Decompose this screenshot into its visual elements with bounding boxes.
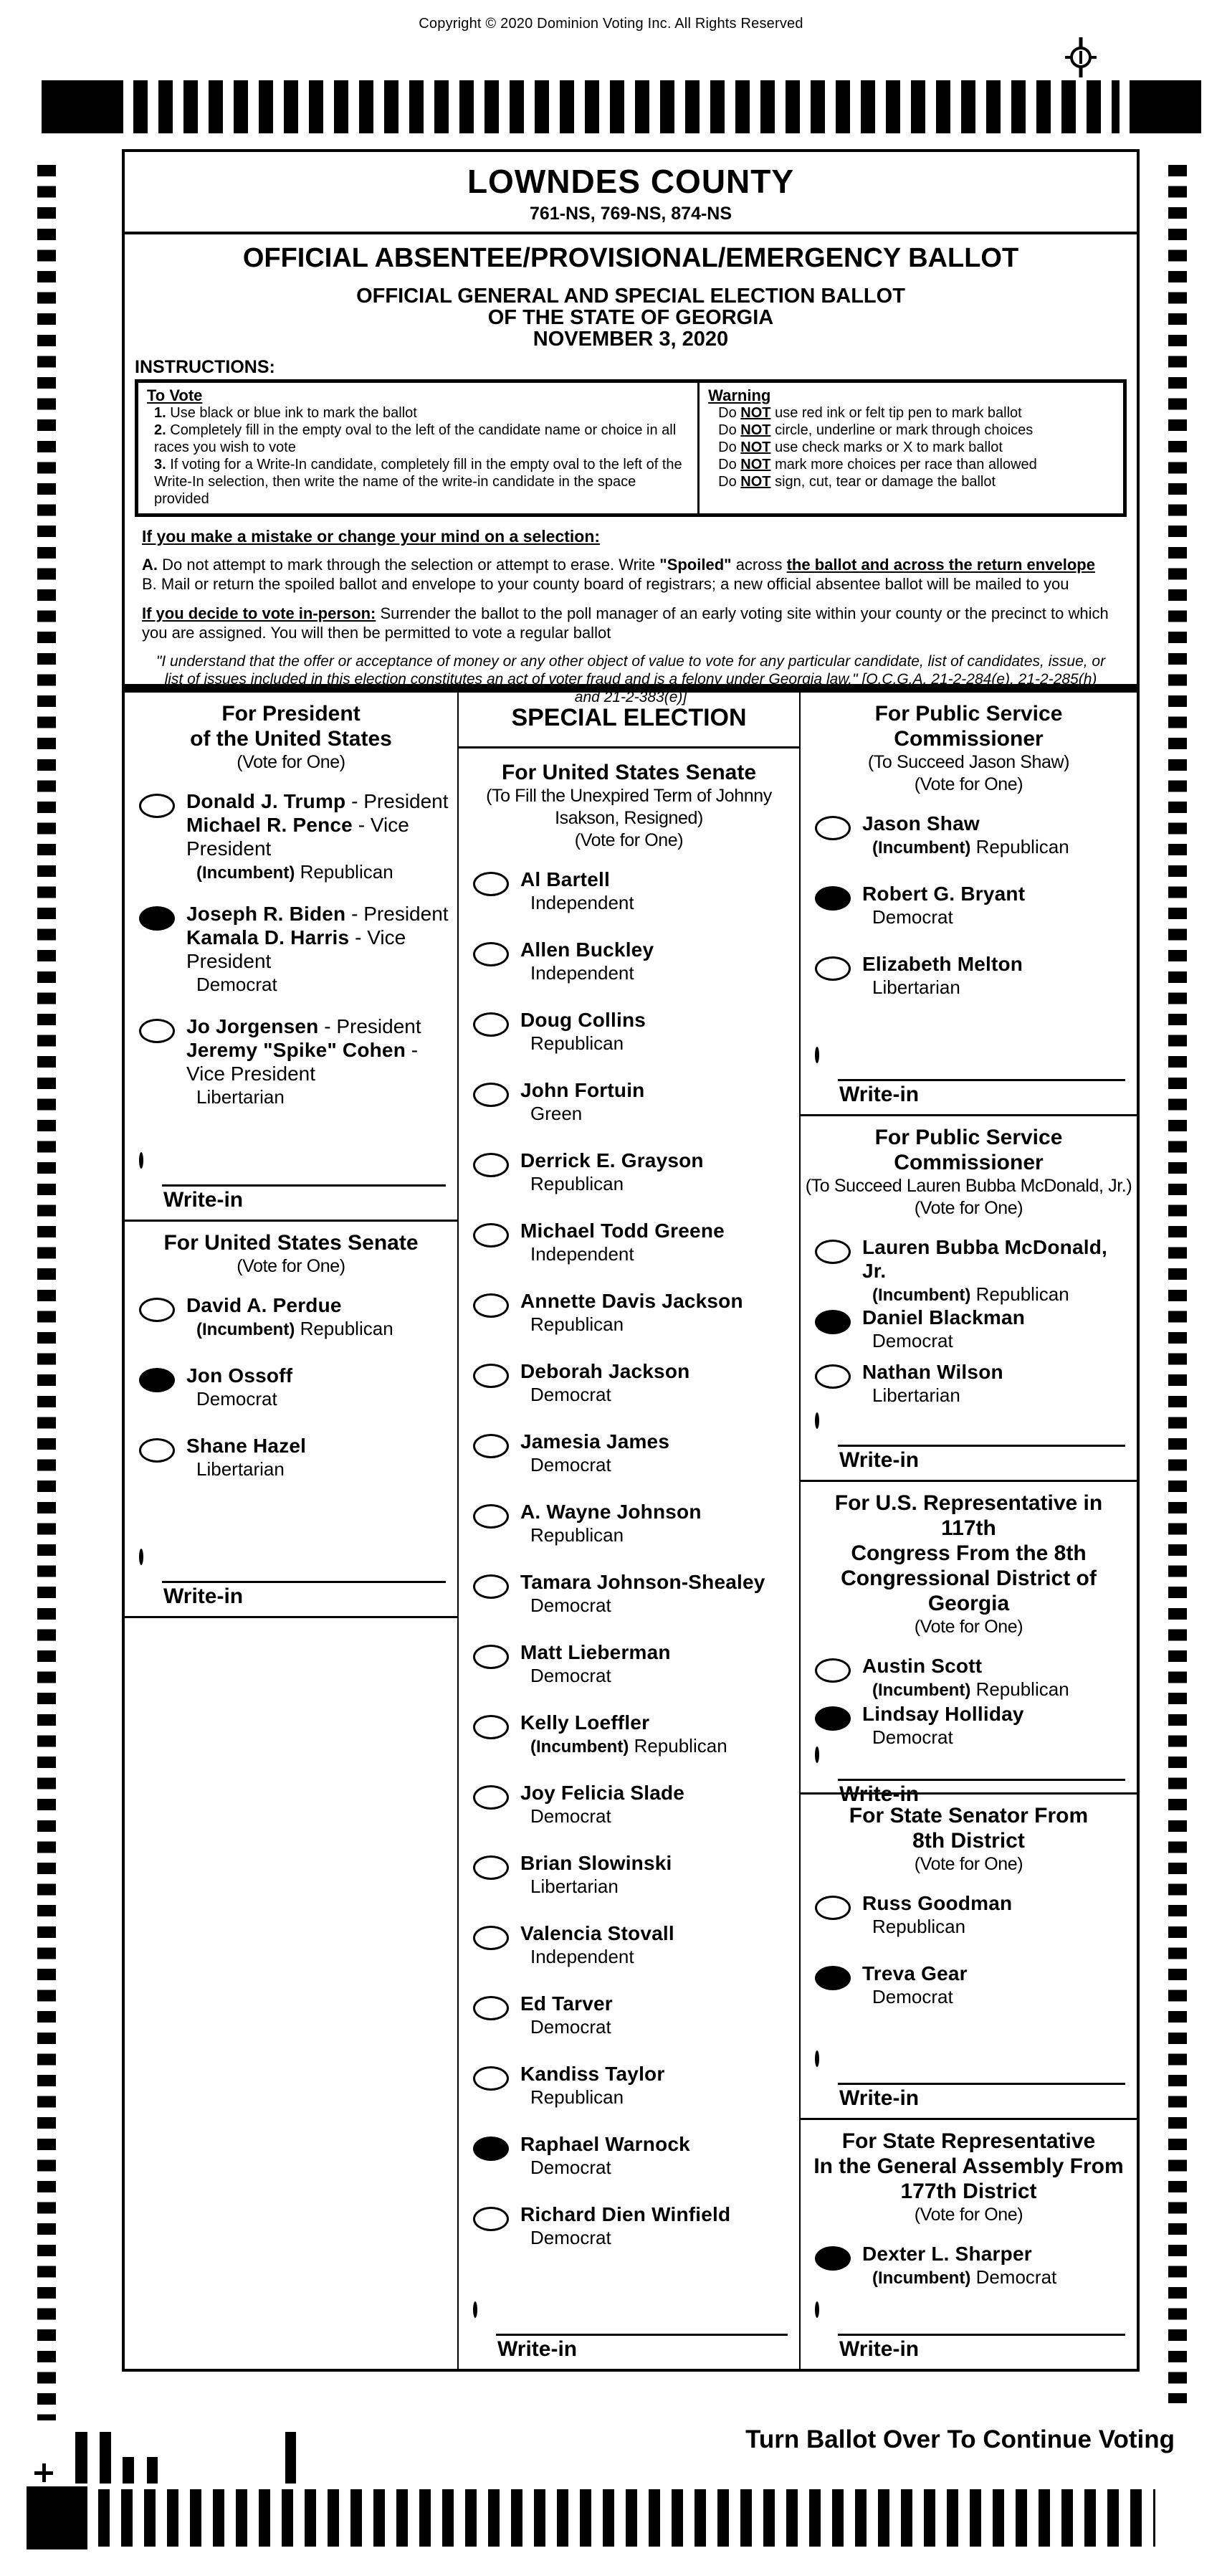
contest-title: For United States Senate [501, 761, 757, 784]
candidate-party: (Incumbent) Republican [196, 1318, 393, 1339]
write-in-block [805, 1049, 1132, 1107]
candidate-party: Democrat [872, 1330, 953, 1352]
candidate-name: Kelly Loeffler [520, 1711, 650, 1734]
to-vote-item: 2. Completely fill in the empty oval to the left of the candidate name or choice in all races you wish to vote [154, 422, 677, 455]
candidate-name: Jamesia James [520, 1430, 670, 1453]
contest-state-senator-8 [801, 1795, 1137, 2120]
candidate-row [463, 938, 795, 1008]
candidate-name: Michael Todd Greene [520, 1220, 725, 1242]
ballot-oval-empty[interactable] [473, 1293, 509, 1318]
candidate-name: Nathan Wilson [862, 1361, 1003, 1384]
candidate-party: Independent [530, 892, 634, 913]
candidate-name: Michael R. Pence [186, 814, 353, 836]
candidate-name: Annette Davis Jackson [520, 1290, 743, 1312]
candidate-row [805, 1891, 1132, 1962]
candidate-party: Democrat [530, 2157, 611, 2178]
candidate-name: David A. Perdue [186, 1294, 342, 1316]
candidate-row [463, 1078, 795, 1149]
ballot-oval-empty[interactable] [473, 1785, 509, 1810]
candidate-row [463, 1781, 795, 1851]
candidate-name: John Fortuin [520, 1079, 645, 1101]
timing-block-right [1130, 80, 1201, 133]
contest-header [805, 2129, 1132, 2226]
candidate-row [129, 1364, 453, 1434]
candidate-party: Democrat [530, 2016, 611, 2038]
ballot-oval-empty[interactable] [473, 1645, 509, 1669]
ballot-oval-empty[interactable] [139, 1298, 175, 1322]
mistake-instructions [125, 517, 1137, 642]
candidate-row [805, 812, 1132, 882]
code-bar [147, 2457, 158, 2484]
ballot-oval-empty[interactable] [473, 1574, 509, 1599]
fraud-notice: "I understand that the offer or acceptance of money or any other object of value to vote for any particular candidate, list of candidates, issue, or list of issues included in this election constitutes an act of voter fraud and is a felony under Georgia law." [O.C.G.A. 21-2-284(e), 21-2-285(h) and 21-2-383(e)] [156, 653, 1106, 705]
candidate-party: Democrat [530, 1384, 611, 1405]
candidate-row [463, 868, 795, 938]
candidate-name: Brian Slowinski [520, 1852, 672, 1874]
contest-subtitle: Isakson, Resigned) [555, 808, 703, 828]
candidate-party: (Incumbent) Republican [872, 836, 1069, 857]
candidate-row [463, 1149, 795, 1219]
candidate-party: (Incumbent) Republican [196, 861, 393, 883]
contest-header [129, 1230, 453, 1278]
candidate-party: Democrat [872, 1726, 953, 1749]
mistake-item-a: A. Do not attempt to mark through the selection or attempt to erase. Write "Spoiled" across the ballot and across the return envelope [142, 556, 1095, 574]
candidate-row [463, 1921, 795, 1992]
candidate-row [805, 1654, 1132, 1702]
ballot-column-3 [801, 693, 1137, 2369]
ballot-oval-filled[interactable] [815, 1966, 851, 1990]
incumbent-tag: (Incumbent) [872, 1681, 971, 1701]
precinct-codes: 761-NS, 769-NS, 874-NS [529, 204, 732, 224]
candidate-name: Tamara Johnson-Shealey [520, 1571, 765, 1593]
contest-header [805, 1803, 1132, 1876]
candidate-party: Republican [530, 1173, 624, 1194]
candidate-party: Democrat [872, 906, 953, 928]
contest-psc-shaw [801, 693, 1137, 1116]
candidate-party: Independent [530, 1243, 634, 1265]
ballot-oval-filled[interactable] [473, 2137, 509, 2161]
code-bar [75, 2432, 87, 2484]
candidate-party: Libertarian [872, 976, 960, 998]
ballot-oval-filled[interactable] [815, 1706, 851, 1731]
candidate-row [463, 1008, 795, 1078]
ballot-column-2 [459, 693, 801, 2369]
contest-subtitle: (Vote for One) [914, 1617, 1023, 1638]
ballot-type-title: OFFICIAL ABSENTEE/PROVISIONAL/EMERGENCY BALLOT [242, 243, 1019, 273]
write-in-label: Write-in [163, 1188, 244, 1212]
candidate-party: Democrat [196, 974, 277, 995]
contest-president [125, 693, 457, 1222]
candidate-name: Elizabeth Melton [862, 953, 1023, 975]
write-in-line[interactable] [838, 1779, 1125, 1781]
candidate-party: Democrat [530, 1805, 611, 1827]
contest-subtitle: (Vote for One) [914, 774, 1023, 794]
contest-subtitle: (Vote for One) [237, 1256, 345, 1276]
to-vote-column [138, 383, 700, 513]
ballot-oval-empty[interactable] [139, 794, 175, 818]
candidate-party: Democrat [530, 1454, 611, 1475]
candidate-name: Jo Jorgensen [186, 1015, 319, 1037]
write-in-oval[interactable] [139, 1549, 143, 1565]
candidate-row [805, 882, 1132, 952]
contest-title: For Public Service [874, 1126, 1063, 1150]
write-in-line[interactable] [496, 2334, 788, 2336]
candidate-row [463, 1289, 795, 1359]
ballot-oval-empty[interactable] [473, 1504, 509, 1529]
contest-title: Commissioner [894, 727, 1044, 751]
mistake-title: If you make a mistake or change your mind on a selection: [142, 527, 601, 546]
contest-title: For U.S. Representative in 117th [834, 1491, 1103, 1541]
turn-ballot-over-text: Turn Ballot Over To Continue Voting [745, 2425, 1175, 2453]
write-in-block [463, 2304, 795, 2362]
contest-header [805, 1491, 1132, 1638]
contest-title: Commissioner [894, 1151, 1044, 1175]
candidate-party: Democrat [530, 1665, 611, 1686]
to-vote-item: 1. Use black or blue ink to mark the ballot [154, 405, 417, 421]
warning-item: Do NOT use red ink or felt tip pen to mark ballot [718, 405, 1022, 421]
candidate-name: Donald J. Trump [186, 790, 346, 812]
write-in-label: Write-in [839, 1448, 920, 1473]
contest-subtitle: (Vote for One) [237, 752, 345, 772]
write-in-oval[interactable] [815, 2301, 819, 2318]
candidate-party: (Incumbent) Republican [872, 1283, 1069, 1306]
contest-title: For State Senator From [849, 1804, 1089, 1828]
ballot-oval-empty[interactable] [473, 1926, 509, 1950]
candidate-row [463, 2132, 795, 2202]
incumbent-tag: (Incumbent) [872, 838, 971, 857]
candidate-name: Jason Shaw [862, 812, 980, 835]
candidate-party: Independent [530, 962, 634, 984]
timing-bars-top [133, 80, 1120, 133]
ballot-oval-empty[interactable] [815, 1896, 851, 1920]
candidate-row [129, 902, 453, 1014]
contest-us-senate [125, 1222, 457, 1618]
candidate-party: Democrat [872, 1986, 953, 2008]
ballot-oval-empty[interactable] [473, 2066, 509, 2091]
write-in-oval[interactable] [815, 2050, 819, 2067]
ballot-oval-filled[interactable] [815, 886, 851, 911]
candidate-party: (Incumbent) Republican [872, 1678, 1069, 1701]
candidate-row [805, 1235, 1132, 1306]
candidate-party: Republican [530, 1313, 624, 1335]
candidate-party: Democrat [530, 2227, 611, 2248]
ballot-oval-empty[interactable] [139, 1438, 175, 1463]
timing-marks-bottom [98, 2489, 1155, 2547]
ballot-oval-empty[interactable] [473, 942, 509, 966]
contest-subtitle: (Vote for One) [914, 1198, 1023, 1219]
candidate-row [129, 1434, 453, 1504]
ballot-oval-empty[interactable] [139, 1019, 175, 1043]
candidate-party: (Incumbent) Republican [530, 1735, 727, 1757]
contest-header [805, 1125, 1132, 1220]
candidate-party: Republican [530, 2086, 624, 2108]
warning-item: Do NOT sign, cut, tear or damage the ballot [718, 474, 996, 490]
candidate-row [463, 1640, 795, 1711]
candidate-name: Robert G. Bryant [862, 883, 1026, 905]
candidate-name: Derrick E. Grayson [520, 1149, 704, 1171]
candidate-name: Daniel Blackman [862, 1306, 1026, 1329]
candidate-row [463, 1711, 795, 1781]
candidate-row [463, 1500, 795, 1570]
contest-title: Congressional District of Georgia [841, 1567, 1097, 1616]
ballot-oval-empty[interactable] [815, 956, 851, 981]
alignment-plus-icon [34, 2463, 53, 2482]
candidate-party: Libertarian [196, 1086, 285, 1108]
candidate-row [463, 1570, 795, 1640]
candidate-party: Republican [530, 1524, 624, 1546]
candidate-row [805, 1360, 1132, 1415]
candidate-office-suffix: - President [318, 1015, 421, 1037]
write-in-oval[interactable] [815, 1047, 819, 1063]
incumbent-tag: (Incumbent) [196, 863, 295, 883]
candidate-name: Austin Scott [862, 1655, 983, 1678]
warning-item: Do NOT use check marks or X to mark ballot [718, 439, 1003, 455]
candidate-name: Russ Goodman [862, 1892, 1013, 1915]
candidate-name: Kandiss Taylor [520, 2063, 665, 2085]
county-header [125, 152, 1137, 234]
write-in-line[interactable] [838, 1079, 1125, 1081]
write-in-oval[interactable] [139, 1152, 143, 1169]
ballot-body [122, 149, 1140, 2372]
write-in-block [129, 1154, 453, 1212]
candidate-name: Jon Ossoff [186, 1364, 293, 1387]
special-election-banner: SPECIAL ELECTION [459, 693, 799, 748]
write-in-block [805, 2053, 1132, 2111]
candidate-party: Democrat [196, 1388, 277, 1410]
candidate-name: Doug Collins [520, 1009, 646, 1031]
contest-title: In the General Assembly From [813, 2154, 1124, 2178]
contest-psc-mcdonald [801, 1116, 1137, 1482]
candidate-name: Jeremy "Spike" Cohen [186, 1039, 406, 1061]
candidate-row [805, 1962, 1132, 2032]
contest-header [463, 760, 795, 852]
contest-header [129, 701, 453, 774]
candidate-row [129, 1014, 453, 1127]
contest-title: 177th District [900, 2180, 1037, 2203]
candidate-party: (Incumbent) Democrat [872, 2266, 1057, 2288]
candidate-name: Treva Gear [862, 1962, 968, 1985]
candidate-row [129, 1293, 453, 1364]
ballot-column-1 [125, 693, 459, 2369]
ballot-title-block [125, 234, 1137, 350]
ballot-oval-filled[interactable] [139, 906, 175, 931]
to-vote-item: 3. If voting for a Write-In candidate, completely fill in the empty oval to the left of the Write-In selection, then write the name of the write-in candidate in the space provided [154, 457, 682, 507]
election-title-line2: OF THE STATE OF GEORGIA [487, 306, 774, 329]
ballot-oval-empty[interactable] [815, 1364, 851, 1389]
ballot-oval-empty[interactable] [473, 1364, 509, 1388]
timing-block-left [42, 80, 123, 133]
ballot-oval-empty[interactable] [473, 2207, 509, 2231]
write-in-label: Write-in [839, 2337, 920, 2361]
code-bar [123, 2457, 134, 2484]
candidate-row [129, 789, 453, 902]
candidate-party: Libertarian [872, 1384, 960, 1407]
candidate-party: Republican [530, 1032, 624, 1054]
contest-title: of the United States [190, 727, 392, 751]
write-in-line[interactable] [162, 1184, 446, 1187]
code-bar [100, 2432, 111, 2484]
candidate-row [463, 1359, 795, 1430]
write-in-oval[interactable] [815, 1746, 819, 1763]
write-in-oval[interactable] [473, 2301, 477, 2318]
candidate-name: Deborah Jackson [520, 1360, 690, 1382]
candidate-row [463, 1992, 795, 2062]
candidate-row [805, 1702, 1132, 1749]
contest-subtitle: (To Succeed Jason Shaw) [867, 752, 1070, 772]
write-in-line[interactable] [838, 2083, 1125, 2085]
candidate-name: Shane Hazel [186, 1435, 307, 1457]
timing-marks-left [37, 165, 56, 2420]
write-in-label: Write-in [839, 2086, 920, 2110]
incumbent-tag: (Incumbent) [872, 1285, 971, 1306]
write-in-label: Write-in [839, 1083, 920, 1107]
timing-block-bottom-left [27, 2486, 87, 2549]
candidate-office-suffix: - Vice President [186, 814, 409, 860]
candidate-party: Libertarian [530, 1876, 619, 1897]
incumbent-tag: (Incumbent) [872, 2268, 971, 2288]
warning-item: Do NOT circle, underline or mark through choices [718, 422, 1034, 438]
candidate-party: Democrat [530, 1594, 611, 1616]
write-in-label: Write-in [497, 2337, 578, 2361]
candidate-name: Joseph R. Biden [186, 903, 346, 925]
ballot-oval-empty[interactable] [473, 872, 509, 896]
candidate-row [463, 2062, 795, 2132]
contest-us-rep-117 [801, 1482, 1137, 1807]
candidate-office-suffix: - Vice President [186, 926, 406, 972]
incumbent-tag: (Incumbent) [196, 1320, 295, 1339]
candidate-row [463, 1219, 795, 1289]
contest-state-rep-177 [801, 2120, 1137, 2369]
write-in-label: Write-in [839, 1782, 920, 1807]
write-in-line[interactable] [838, 1445, 1125, 1447]
ballot-oval-empty[interactable] [815, 816, 851, 840]
write-in-block [805, 1415, 1132, 1473]
write-in-label: Write-in [163, 1584, 244, 1608]
candidate-row [463, 2202, 795, 2273]
sheet-code: 43 [282, 2451, 297, 2467]
election-date: NOVEMBER 3, 2020 [533, 328, 729, 351]
contest-title: For President [221, 702, 361, 726]
contest-header [805, 701, 1132, 796]
contest-area [125, 684, 1137, 2369]
contest-title: For Public Service [874, 702, 1063, 726]
candidate-name: A. Wayne Johnson [520, 1501, 702, 1523]
instructions-label: INSTRUCTIONS: [135, 357, 275, 377]
candidate-party: Green [530, 1103, 583, 1124]
contest-subtitle: (Vote for One) [914, 1854, 1023, 1875]
candidate-name: Richard Dien Winfield [520, 2203, 731, 2225]
write-in-line[interactable] [838, 2334, 1125, 2336]
copyright-line: Copyright © 2020 Dominion Voting Inc. All Rights Reserved [419, 16, 803, 32]
to-vote-title: To Vote [147, 386, 203, 404]
in-person-instructions: If you decide to vote in-person: Surrender the ballot to the poll manager of an early voting site within your county or the precinct to which you are assigned. You will then be permitted to vote a regular ballot [142, 604, 1109, 642]
candidate-name: Matt Lieberman [520, 1641, 671, 1663]
candidate-office-suffix: - Vice President [186, 1039, 419, 1085]
candidate-row [805, 2242, 1132, 2304]
candidate-office-suffix: - President [345, 903, 449, 925]
contest-subtitle: (Vote for One) [574, 830, 684, 850]
candidate-party: Independent [530, 1946, 634, 1967]
contest-subtitle: (To Fill the Unexpired Term of Johnny [486, 786, 772, 806]
ballot-oval-empty[interactable] [473, 1223, 509, 1247]
candidate-row [463, 1430, 795, 1500]
registration-crosshair-icon [1062, 37, 1099, 77]
candidate-name: Lindsay Holliday [862, 1703, 1024, 1726]
candidate-name: Kamala D. Harris [186, 926, 350, 949]
candidate-name: Dexter L. Sharper [862, 2243, 1032, 2265]
ballot-oval-empty[interactable] [815, 1658, 851, 1683]
candidate-name: Raphael Warnock [520, 2133, 690, 2155]
election-title-line1: OFFICIAL GENERAL AND SPECIAL ELECTION BALLOT [356, 285, 905, 308]
write-in-block [129, 1551, 453, 1609]
candidate-name: Allen Buckley [520, 938, 654, 961]
ballot-oval-empty[interactable] [473, 1855, 509, 1880]
ballot-oval-empty[interactable] [473, 1012, 509, 1037]
candidate-party: Libertarian [196, 1458, 285, 1480]
ballot-oval-empty[interactable] [473, 1715, 509, 1739]
contest-title: For United States Senate [163, 1231, 419, 1255]
contest-subtitle: (Vote for One) [914, 2205, 1023, 2225]
write-in-oval[interactable] [815, 1412, 819, 1429]
ballot-oval-empty[interactable] [815, 1240, 851, 1264]
candidate-row [805, 952, 1132, 1022]
candidate-party: Republican [872, 1916, 966, 1938]
contest-title: For State Representative [841, 2129, 1096, 2153]
contest-special-senate [459, 693, 799, 2369]
warning-item: Do NOT mark more choices per race than allowed [718, 457, 1037, 472]
candidate-row [463, 1851, 795, 1921]
ballot-oval-filled[interactable] [815, 1310, 851, 1334]
contest-title: 8th District [912, 1829, 1025, 1853]
write-in-block [805, 2304, 1132, 2362]
warning-title: Warning [708, 386, 771, 404]
candidate-office-suffix: - President [345, 790, 449, 812]
candidate-row [805, 1306, 1132, 1360]
write-in-line[interactable] [162, 1581, 446, 1583]
candidate-name: Joy Felicia Slade [520, 1782, 685, 1804]
candidate-name: Lauren Bubba McDonald, Jr. [862, 1236, 1107, 1283]
timing-marks-top [42, 80, 1201, 133]
ballot-oval-empty[interactable] [473, 1083, 509, 1107]
candidate-name: Valencia Stovall [520, 1922, 674, 1944]
warning-column [700, 383, 1123, 513]
mistake-item-b: B. Mail or return the spoiled ballot and envelope to your county board of registrars; a new official absentee ballot will be mailed to you [142, 575, 1069, 593]
timing-marks-right [1168, 165, 1187, 2403]
ballot-oval-filled[interactable] [139, 1368, 175, 1392]
ballot-oval-empty[interactable] [473, 1996, 509, 2020]
candidate-name: Al Bartell [520, 868, 610, 890]
candidate-name: Ed Tarver [520, 1992, 613, 2015]
ballot-oval-empty[interactable] [473, 1434, 509, 1458]
county-name: LOWNDES COUNTY [467, 163, 795, 200]
instructions-box [135, 379, 1127, 517]
incumbent-tag: (Incumbent) [530, 1737, 629, 1757]
ballot-oval-filled[interactable] [815, 2246, 851, 2271]
contest-subtitle: (To Succeed Lauren Bubba McDonald, Jr.) [805, 1176, 1132, 1197]
contest-title: Congress From the 8th [851, 1541, 1087, 1566]
ballot-oval-empty[interactable] [473, 1153, 509, 1177]
